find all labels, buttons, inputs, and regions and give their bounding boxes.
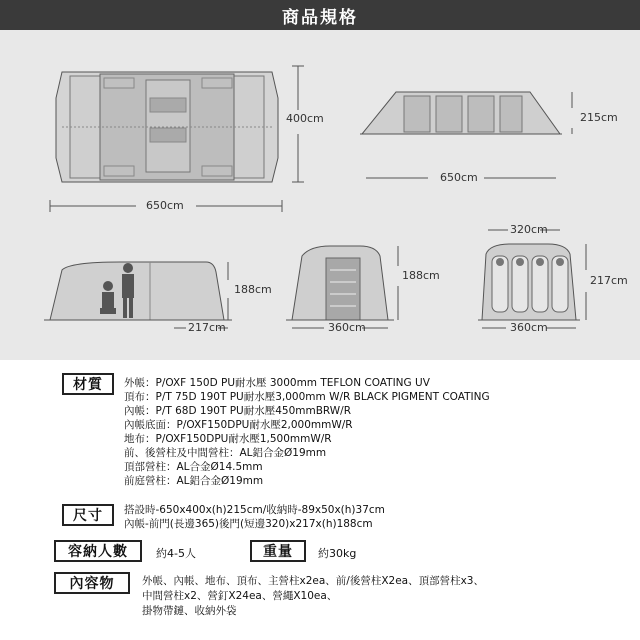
page-header <box>0 0 640 30</box>
tent-top-view <box>56 72 278 182</box>
material-line: 頂部營柱：AL合金Ø14.5mm <box>124 461 263 473</box>
size-line: 內帳-前門(長邊365)後門(短邊320)x217x(h)188cm <box>124 518 373 530</box>
dim-side-height: 215cm <box>580 111 618 124</box>
material-line: 內帳：P/T 68D 190T PU耐水壓450mmBRW/R <box>124 405 352 417</box>
material-line: 外帳：P/OXF 150D PU耐水壓 3000mm TEFLON COATING UV <box>124 377 430 389</box>
dim-side-length: 650cm <box>440 171 478 184</box>
dim-rear-top-width: 320cm <box>510 223 548 236</box>
material-line: 地布：P/OXF150DPU耐水壓1,500mmW/R <box>124 433 332 445</box>
material-line: 頂布：P/T 75D 190T PU耐水壓3,000mm W/R BLACK PIGMENT COATING <box>124 391 490 403</box>
contents-tag <box>54 572 130 594</box>
contents-line: 中間營柱x2、營釘X24ea、營繩X10ea、 <box>142 590 338 602</box>
dim-front-height: 188cm <box>402 269 440 282</box>
tent-cross-view <box>44 262 232 320</box>
dim-rear-height: 217cm <box>590 274 628 287</box>
capacity-value: 約4-5人 <box>156 547 196 560</box>
tent-dimension-diagrams <box>0 30 640 360</box>
material-line: 前庭營柱：AL鋁合金Ø19mm <box>124 475 264 487</box>
capacity-tag <box>54 540 142 562</box>
weight-value: 約30kg <box>318 547 357 560</box>
contents-line: 掛物帶鏈、收納外袋 <box>142 605 237 617</box>
size-line: 搭設時-650x400x(h)215cm/收納時-89x50x(h)37cm <box>124 504 385 516</box>
contents-line: 外帳、內帳、地布、頂布、主營柱x2ea、前/後營柱X2ea、頂部營柱x3、 <box>142 575 484 587</box>
dim-front-width: 360cm <box>328 321 366 334</box>
material-line: 前、後營柱及中間營柱：AL鋁合金Ø19mm <box>124 447 327 459</box>
dim-top-depth: 400cm <box>286 112 324 125</box>
material-tag <box>62 373 114 395</box>
tent-rear-view <box>478 244 580 320</box>
size-tag <box>62 504 114 526</box>
dim-top-width: 650cm <box>146 199 184 212</box>
weight-label: 重量 <box>263 544 293 560</box>
tent-front-view <box>286 246 394 320</box>
size-label: 尺寸 <box>73 508 103 524</box>
capacity-label: 容納人數 <box>68 544 128 560</box>
page-title: 商品規格 <box>282 7 358 28</box>
material-line: 內帳底面：P/OXF150DPU耐水壓2,000mmW/R <box>124 419 353 431</box>
tent-side-view <box>360 92 562 134</box>
specifications-panel <box>0 360 640 640</box>
dim-cross-height: 188cm <box>234 283 272 296</box>
material-label: 材質 <box>73 377 103 393</box>
dim-rear-width: 360cm <box>510 321 548 334</box>
weight-tag <box>250 540 306 562</box>
dim-cross-depth: 217cm <box>188 321 226 334</box>
contents-label: 內容物 <box>69 576 115 592</box>
